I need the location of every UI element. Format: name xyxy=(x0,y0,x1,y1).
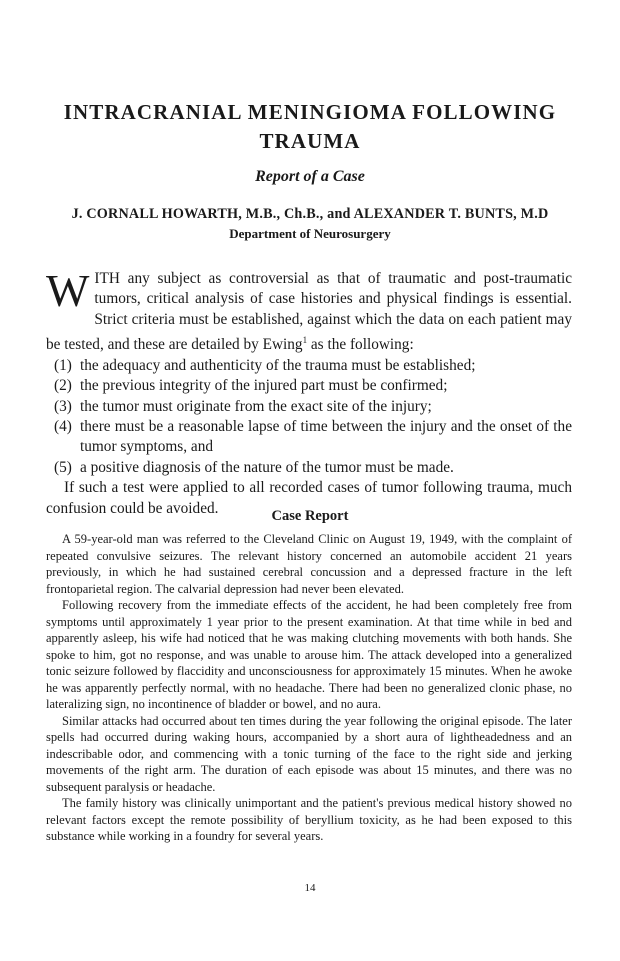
criteria-text: a positive diagnosis of the nature of the tumor must be made. xyxy=(80,458,454,476)
criteria-list xyxy=(46,356,572,478)
criteria-text: the adequacy and authenticity of the trauma must be established; xyxy=(80,356,476,374)
criteria-item xyxy=(46,417,572,458)
article-title xyxy=(40,98,580,156)
criteria-item xyxy=(46,356,572,376)
title-line-1: INTRACRANIAL MENINGIOMA FOLLOWING xyxy=(63,100,557,124)
criteria-number: (5) xyxy=(54,458,72,476)
case-report-body xyxy=(46,531,572,845)
department-line: Department of Neurosurgery xyxy=(229,226,391,241)
case-paragraph: Following recovery from the immediate effects of the accident, he had been completely free from symptoms until approximately 1 year prior to the present examination. At that time while in bed and apparently asleep, his wife had noticed that he was making clutching movements with both hands. She spoke to him, got no response, and was unable to arouse him. The attack developed into a generalized tonic seizure followed by flaccidity and unconsciousness for approximately 15 minutes. When he awoke he was apparently perfectly normal, with no headache. There had been no generalized clonic phase, no lateralizing sign, no incontinence of bladder or bowel, and no aura. xyxy=(46,598,572,711)
criteria-text: there must be a reasonable lapse of time between the injury and the onset of the tumor symptoms, and xyxy=(80,417,572,456)
criteria-text: the tumor must originate from the exact site of the injury; xyxy=(80,397,432,415)
introduction xyxy=(46,265,572,519)
criteria-item xyxy=(46,397,572,417)
intro-text: ITH any subject as controversial as that of traumatic and post-traumatic tumors, critical analysis of case histories and physical findings is essential. Strict criteria must be established, against which the data on each patient may be tested, and these are detailed by Ewing xyxy=(46,270,572,354)
title-line-2: TRAUMA xyxy=(259,129,361,153)
author-line: J. CORNALL HOWARTH, M.B., Ch.B., and ALEXANDER T. BUNTS, M.D xyxy=(71,206,549,222)
criteria-number: (4) xyxy=(54,417,72,435)
case-paragraph: Similar attacks had occurred about ten times during the year following the original episode. The later spells had occurred during waking hours, accompanied by a short aura of lightheadedness and an indescribable odor, and commencing with a tonic turning of the face to the right side and jerking movements of the right arm. The duration of each episode was about 15 minutes, and there was no subsequent paralysis or headache. xyxy=(46,713,572,794)
criteria-number: (3) xyxy=(54,397,72,415)
case-paragraph: A 59-year-old man was referred to the Cleveland Clinic on August 19, 1949, with the complaint of repeated convulsive seizures. The relevant history concerned an automobile accident 21 years previously, in which he had sustained cerebral concussion and a depressed fracture in the left frontoparietal region. The calvarial depression had never been elevated. xyxy=(46,532,572,596)
section-heading: Case Report xyxy=(271,508,349,524)
criteria-item xyxy=(46,376,572,396)
criteria-item xyxy=(46,458,572,478)
intro-paragraph xyxy=(46,265,572,356)
article-subtitle: Report of a Case xyxy=(255,168,365,185)
closing-paragraph: If such a test were applied to all recorded cases of tumor following trauma, much confusion could be avoided. xyxy=(46,479,572,517)
criteria-number: (1) xyxy=(54,356,72,374)
page-number: 14 xyxy=(304,882,316,894)
case-paragraph: The family history was clinically unimportant and the patient's previous medical history showed no relevant factors except the remote possibility of beryllium toxicity, as he had been exposed to this substance while working in a foundry for several years. xyxy=(46,796,572,843)
criteria-text: the previous integrity of the injured part must be confirmed; xyxy=(80,377,448,395)
footnote-marker: 1 xyxy=(302,335,308,346)
drop-cap: W xyxy=(46,265,90,316)
intro-text-end: as the following: xyxy=(307,336,414,354)
criteria-number: (2) xyxy=(54,377,72,395)
